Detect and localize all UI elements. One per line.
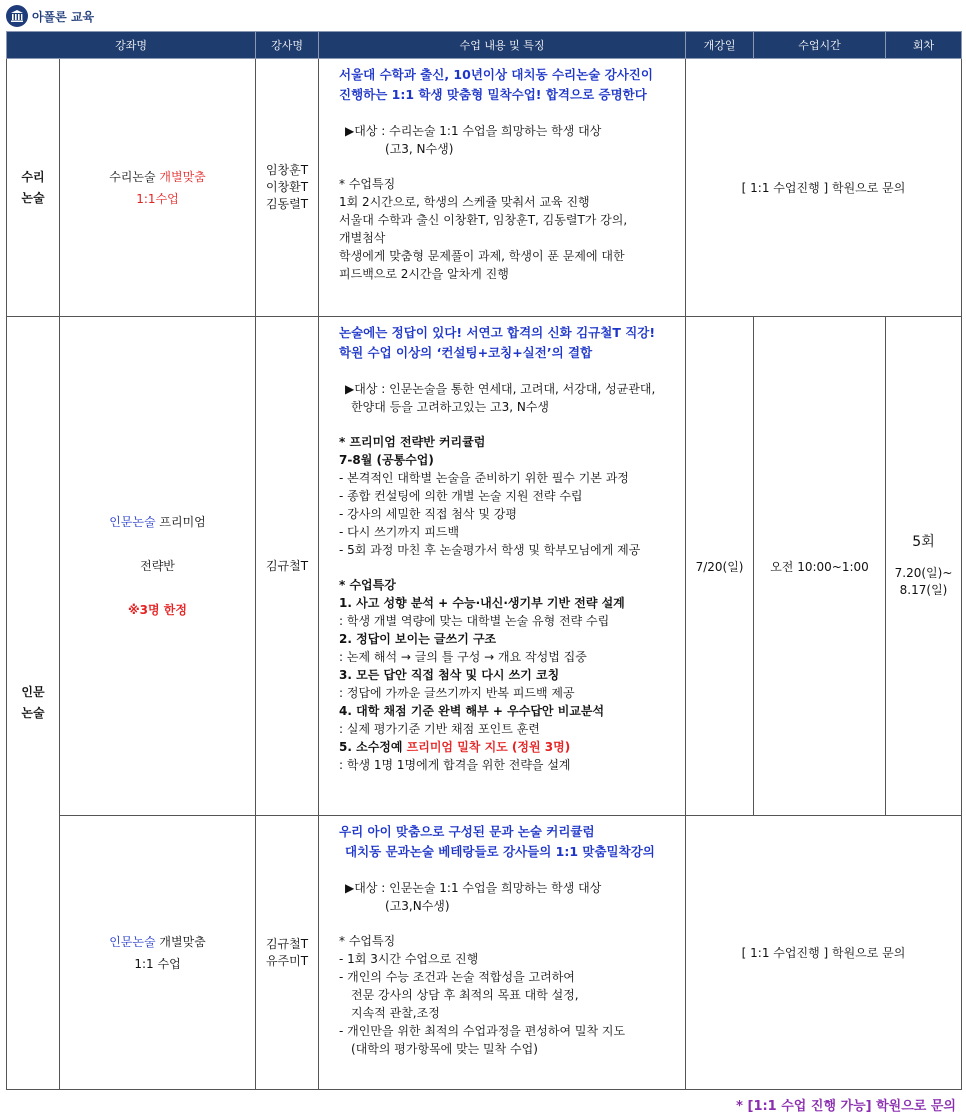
teacher-custom: 김규철T 유주미T [256,816,319,1090]
course-math-tag: 개별맞춤 [159,169,206,184]
headline-premium-2: 학원 수업 이상의 ‘컨설팅+코칭+실전’의 결합 [339,345,593,360]
table-row-math [7,59,962,317]
header-course-name: 강좌명 [7,32,256,59]
header-teacher: 강사명 [256,32,319,59]
target-custom-sub: (고3,N수생) [385,899,450,913]
special-item-5: 5. 소수정예 [339,740,407,754]
header-content: 수업 내용 및 특징 [319,32,686,59]
category-math: 수리 논술 [7,59,60,317]
course-premium-subject: 인문논술 [109,515,156,529]
course-premium-name: 프리미엄 [155,515,206,529]
curriculum-subtitle: 7-8월 (공통수업) [339,453,434,467]
academy-logo-icon [6,5,28,27]
curriculum-title: * 프리미엄 전략반 커리큘럼 [339,435,486,449]
feature-math-5: 피드백으로 2시간을 알차게 진행 [339,267,509,281]
feature-custom-2: - 개인의 수능 조건과 논술 적합성을 고려하여 [339,970,575,984]
curriculum-item-4: - 다시 쓰기까지 피드백 [339,525,460,539]
target-custom: ▶대상 : 인문논술 1:1 수업을 희망하는 학생 대상 [345,881,602,895]
special-item-1: 1. 사고 성향 분석 + 수능·내신·생기부 기반 전략 설계 [339,596,625,610]
feature-custom-3: 전문 강사의 상담 후 최적의 목표 대학 설정, [351,988,579,1002]
sessions-premium [886,317,962,816]
target-premium: ▶대상 : 인문논술을 통한 연세대, 고려대, 서강대, 성균관대, [345,382,656,396]
start-date-premium: 7/20(일) [686,317,754,816]
table-row-premium [7,317,962,816]
headline-custom-1: 우리 아이 맞춤으로 구성된 문과 논술 커리큘럼 [339,824,595,839]
course-custom-line2: 1:1 수업 [134,956,181,971]
header-class-time: 수업시간 [754,32,886,59]
special-title: * 수업특강 [339,578,396,592]
course-math [60,59,256,317]
session-period-end: 8.17(일) [899,582,948,597]
table-row-custom [7,816,962,1090]
special-item-3: 3. 모든 답안 직접 첨삭 및 다시 쓰기 코칭 [339,668,560,682]
course-custom-subject: 인문논술 [109,934,156,949]
curriculum-item-2: - 종합 컨설팅에 의한 개별 논술 지원 전략 수립 [339,489,583,503]
table-header-row [7,32,962,59]
feature-math-2: 서울대 수학과 출신 이창환T, 임창훈T, 김동렬T가 강의, [339,213,628,227]
features-title-math: * 수업특징 [339,177,396,191]
course-premium-line2: 전략반 [140,559,175,573]
headline-math-1: 서울대 수학과 출신, 10년이상 대치동 수리논술 강사진이 [339,67,653,82]
curriculum-item-3: - 강사의 세밀한 직접 첨삭 및 강평 [339,507,517,521]
course-schedule-table [6,31,962,1090]
feature-math-3: 개별첨삭 [339,231,386,245]
special-item-4-desc: : 실제 평가기준 기반 채점 포인트 훈련 [339,722,540,736]
special-item-3-desc: : 정답에 가까운 글쓰기까지 반복 피드백 제공 [339,686,575,700]
footnote: * [1:1 수업 진행 가능] 학원으로 문의 [736,1099,956,1114]
course-custom [60,816,256,1090]
target-math: ▶대상 : 수리논술 1:1 수업을 희망하는 학생 대상 [345,124,602,138]
course-premium [60,317,256,816]
headline-premium-1: 논술에는 정답이 있다! 서연고 합격의 신화 김규철T 직강! [339,325,656,340]
content-premium [319,317,686,816]
brand-name: 아폴론 교육 [32,9,95,24]
teacher-math: 임창훈T 이창환T 김동렬T [256,59,319,317]
course-premium-limit: ※3명 한정 [128,603,187,617]
session-period-start: 7.20(일)~ [894,565,953,580]
header-sessions: 회차 [886,32,962,59]
course-math-type: 1:1수업 [136,191,179,206]
course-math-name: 수리논술 [109,169,160,184]
headline-custom-2: 대치동 문과논술 베테랑들로 강사들의 1:1 맞춤밀착강의 [345,844,655,859]
feature-math-1: 1회 2시간으로, 학생의 스케쥴 맞춰서 교육 진행 [339,195,590,209]
brand [6,5,94,27]
special-item-2-desc: : 논제 해석 → 글의 틀 구성 → 개요 작성법 집중 [339,650,587,664]
content-math [319,59,686,317]
special-item-2: 2. 정답이 보이는 글쓰기 구조 [339,632,497,646]
feature-custom-5: - 개인만을 위한 최적의 수업과정을 편성하여 밀착 지도 [339,1024,626,1038]
feature-custom-1: - 1회 3시간 수업으로 진행 [339,952,479,966]
features-title-custom: * 수업특징 [339,934,396,948]
special-item-4: 4. 대학 채점 기준 완벽 해부 + 우수답안 비교분석 [339,704,605,718]
feature-custom-4: 지속적 관찰,조정 [351,1006,440,1020]
session-count: 5회 [912,533,935,550]
target-math-sub: (고3, N수생) [385,142,454,156]
inquiry-math: [ 1:1 수업진행 ] 학원으로 문의 [686,59,962,317]
special-item-1-desc: : 학생 개별 역량에 맞는 대학별 논술 유형 전략 수립 [339,614,610,628]
special-item-5-desc: : 학생 1명 1명에게 합격을 위한 전략을 설계 [339,758,571,772]
curriculum-item-1: - 본격적인 대학별 논술을 준비하기 위한 필수 기본 과정 [339,471,629,485]
header-start-date: 개강일 [686,32,754,59]
target-premium-sub: 한양대 등을 고려하고있는 고3, N수생 [351,400,549,414]
category-humanities: 인문 논술 [7,317,60,1090]
feature-custom-6: (대학의 평가항목에 맞는 밀착 수업) [351,1042,538,1056]
teacher-premium: 김규철T [256,317,319,816]
course-custom-name: 개별맞춤 [155,934,206,949]
special-item-5-highlight: 프리미엄 밀착 지도 (정원 3명) [406,740,571,754]
content-custom [319,816,686,1090]
headline-math-2: 진행하는 1:1 학생 맞춤형 밀착수업! 합격으로 증명한다 [339,87,647,102]
feature-math-4: 학생에게 맞춤형 문제풀이 과제, 학생이 푼 문제에 대한 [339,249,625,263]
class-time-premium: 오전 10:00~1:00 [754,317,886,816]
curriculum-item-5: - 5회 과정 마친 후 논술평가서 학생 및 학부모님에게 제공 [339,543,641,557]
inquiry-custom: [ 1:1 수업진행 ] 학원으로 문의 [686,816,962,1090]
